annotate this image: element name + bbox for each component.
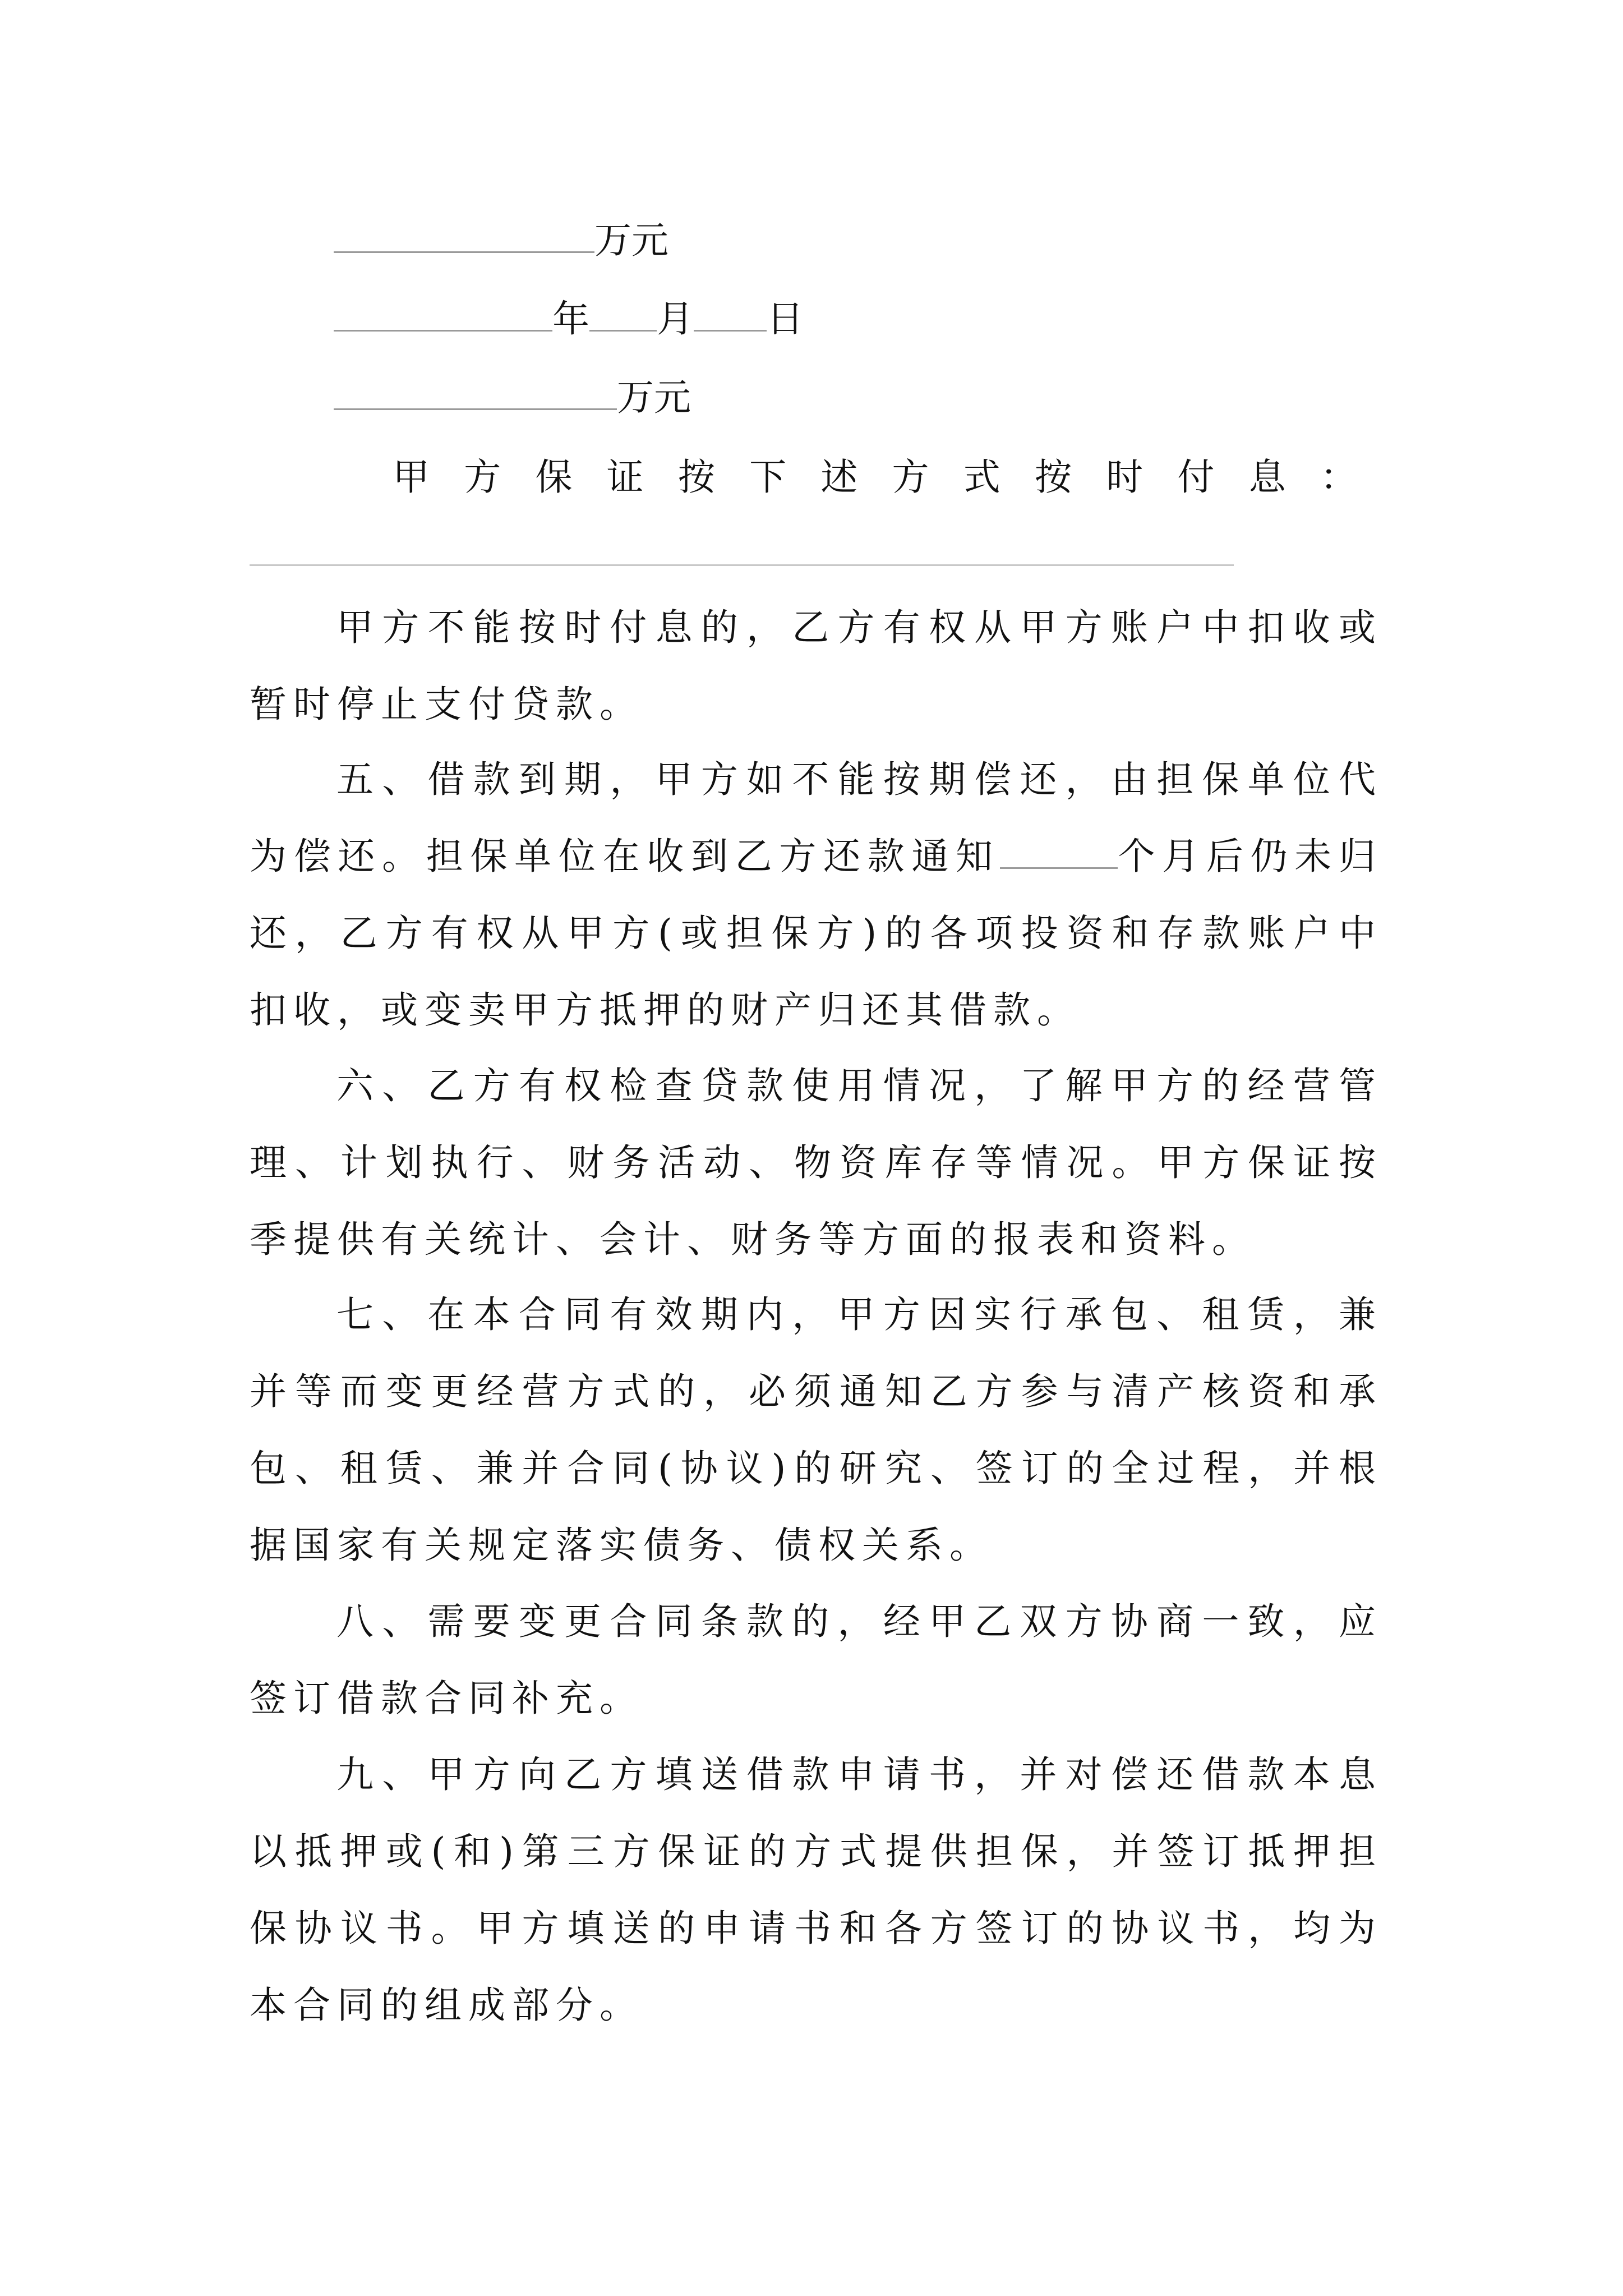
- char: 付: [1177, 455, 1215, 499]
- char: 甲: [393, 455, 430, 499]
- char: 方: [892, 455, 929, 499]
- notice-months-blank[interactable]: [1000, 838, 1118, 869]
- amount-blank-2[interactable]: [334, 377, 617, 410]
- char: 式: [963, 455, 1000, 499]
- date-line: [334, 297, 804, 341]
- char: 按: [1034, 455, 1072, 499]
- month-label: 月: [657, 297, 694, 341]
- paragraph-6: 六、乙方有权检查贷款使用情况，了解甲方的经营管理、计划执行、财务活动、物资库存等情况。甲方保证按季提供有关统计、会计、财务等方面的报表和资料。: [250, 1064, 1382, 1261]
- day-blank[interactable]: [694, 298, 767, 332]
- interest-method-blank-line[interactable]: [250, 564, 1234, 566]
- char: 方: [464, 455, 501, 499]
- day-label: 日: [767, 297, 804, 341]
- paragraph-5-text-a: 五、借款到期，甲方如不能按期偿还，由担保单位代为偿还。担保单位在收到乙方还款通知: [250, 758, 1382, 878]
- paragraph-interest-default: 甲方不能按时付息的，乙方有权从甲方账户中扣收或暂时停止支付贷款。: [250, 606, 1382, 726]
- char: 按: [677, 455, 715, 499]
- amount-line-2: [334, 376, 691, 419]
- paragraph-5-text-b: 个月后仍未归还，乙方有权从甲方(或担保方)的各项投资和存款账户中扣收，或变卖甲方抵押的财产归还其借款。: [250, 835, 1383, 1032]
- amount-unit-1: 万元: [594, 219, 668, 262]
- char: 保: [535, 455, 573, 499]
- interest-payment-line: [393, 455, 1357, 499]
- year-blank[interactable]: [334, 298, 552, 332]
- char: 下: [749, 455, 787, 499]
- char: ：: [1320, 455, 1357, 499]
- month-blank[interactable]: [589, 298, 657, 332]
- char: 时: [1106, 455, 1144, 499]
- year-label: 年: [552, 297, 589, 341]
- char: 证: [606, 455, 644, 499]
- paragraph-8: 八、需要变更合同条款的，经甲乙双方协商一致，应签订借款合同补充。: [250, 1600, 1382, 1720]
- char: 息: [1248, 455, 1286, 499]
- amount-blank-1[interactable]: [334, 220, 594, 253]
- paragraph-7: 七、在本合同有效期内，甲方因实行承包、租赁，兼并等而变更经营方式的，必须通知乙方参与清产核资和承包、租赁、兼并合同(协议)的研究、签订的全过程，并根据国家有关规定落实债务、债权关系。: [250, 1293, 1382, 1567]
- char: 述: [820, 455, 858, 499]
- paragraph-9: 九、甲方向乙方填送借款申请书，并对偿还借款本息以抵押或(和)第三方保证的方式提供担保，并签订抵押担保协议书。甲方填送的申请书和各方签订的协议书，均为本合同的组成部分。: [250, 1753, 1382, 2027]
- paragraph-5: [250, 741, 1382, 1048]
- amount-line-1: [334, 219, 668, 262]
- amount-unit-2: 万元: [617, 376, 691, 419]
